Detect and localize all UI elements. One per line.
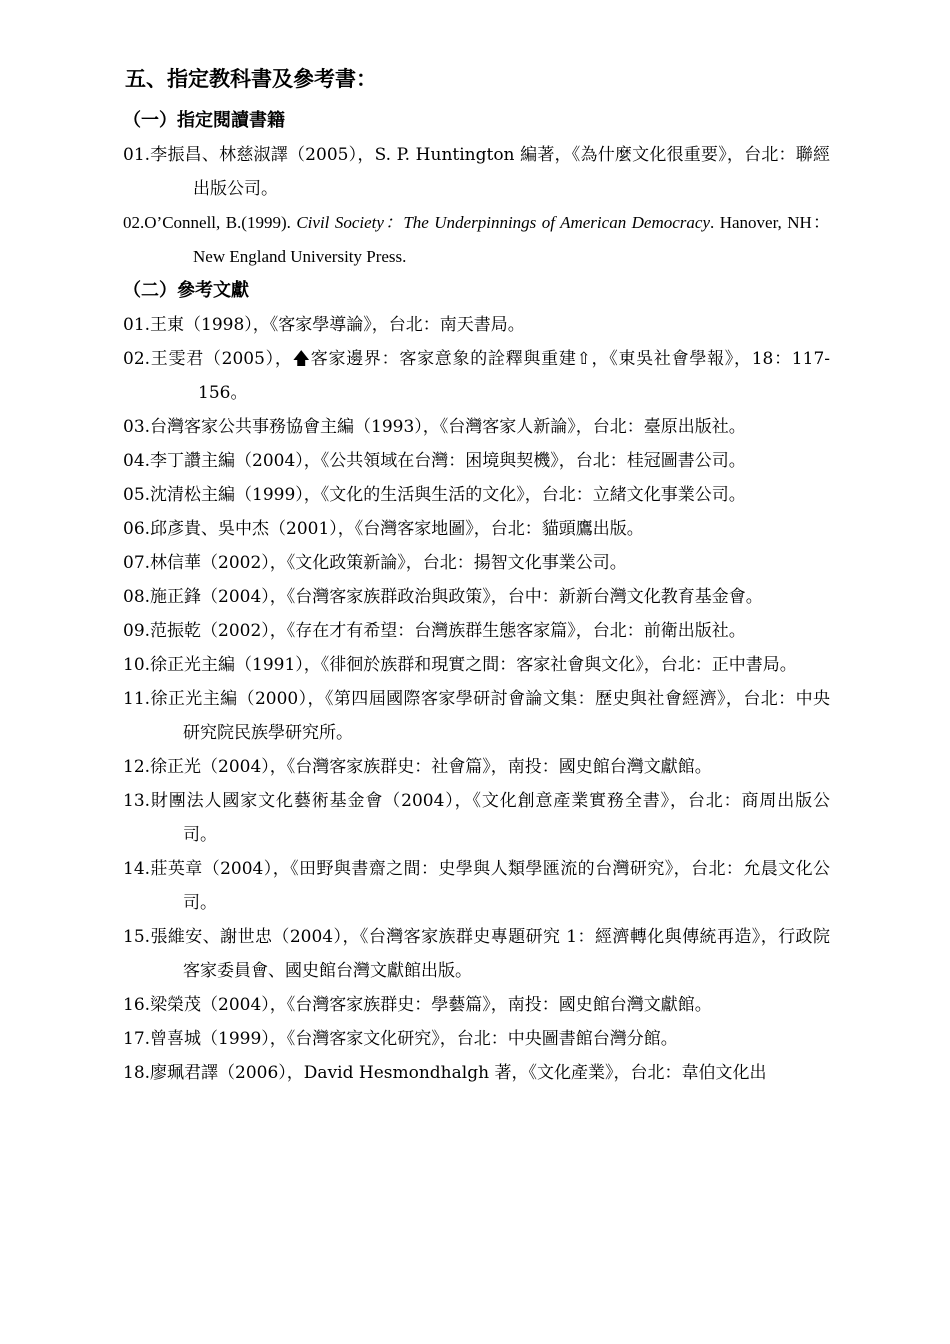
reference-item: 06.邱彥貴、吳中杰（2001），《台灣客家地圖》，台北：貓頭鷹出版。 [123, 519, 644, 539]
document-page [123, 62, 830, 1090]
reference-item: 16.梁榮茂（2004），《台灣客家族群史：學藝篇》，南投：國史館台灣文獻館。 [123, 995, 712, 1015]
reference-item: 10.徐正光主編（1991），《徘徊於族群和現實之間：客家社會與文化》，台北：正中書局。 [123, 655, 797, 675]
reference-item: 02.王雯君（2005），🡅客家邊界：客家意象的詮釋與重建⇧，《東吳社會學報》，18：117-156。 [123, 349, 830, 403]
reference-item: 17.曾喜城（1999），《台灣客家文化研究》，台北：中央圖書館台灣分館。 [123, 1029, 678, 1049]
subsection-title-references: （二）參考文獻 [123, 280, 249, 301]
reference-item: 03.台灣客家公共事務協會主編（1993），《台灣客家人新論》，台北：臺原出版社。 [123, 417, 746, 437]
reference-item: 05.沈清松主編（1999），《文化的生活與生活的文化》，台北：立緒文化事業公司。 [123, 485, 746, 505]
reference-item: 15.張維安、謝世忠（2004），《台灣客家族群史專題研究 1：經濟轉化與傳統再造》，行政院客家委員會、國史館台灣文獻館出版。 [123, 927, 830, 981]
reference-item: 12.徐正光（2004），《台灣客家族群史：社會篇》，南投：國史館台灣文獻館。 [123, 757, 712, 777]
reference-item: 04.李丁讚主編（2004），《公共領域在台灣：困境與契機》，台北：桂冠圖書公司。 [123, 451, 746, 471]
reference-item: 11.徐正光主編（2000），《第四屆國際客家學研討會論文集：歷史與社會經濟》，台北：中央研究院民族學研究所。 [123, 689, 830, 743]
citation-suffix: . Hanover, NH：New England University Press. [193, 213, 831, 266]
subsection-title-required-reading: （一）指定閱讀書籍 [123, 110, 285, 131]
reference-item: 01.王東（1998），《客家學導論》，台北：南天書局。 [123, 315, 525, 335]
reference-item: 08.施正鋒（2004），《台灣客家族群政治與政策》，台中：新新台灣文化教育基金會。 [123, 587, 763, 607]
reference-item: 07.林信華（2002），《文化政策新論》，台北：揚智文化事業公司。 [123, 553, 627, 573]
required-reading-item [123, 206, 830, 274]
required-reading-item: 01.李振昌、林慈淑譯（2005），S. P. Huntington 編著，《為什麼文化很重要》，台北：聯經出版公司。 [123, 145, 830, 199]
reference-item: 09.范振乾（2002），《存在才有希望：台灣族群生態客家篇》，台北：前衛出版社。 [123, 621, 746, 641]
reference-item: 14.莊英章（2004），《田野與書齋之間：史學與人類學匯流的台灣研究》，台北：允晨文化公司。 [123, 859, 830, 913]
section-heading: 五、指定教科書及參考書： [125, 66, 377, 91]
book-title: Civil Society：The Underpinnings of American Democracy [296, 213, 710, 232]
reference-item: 18.廖珮君譯（2006），David Hesmondhalgh 著，《文化產業》，台北：韋伯文化出 [123, 1063, 767, 1083]
citation-prefix: 02.O’Connell, B.(1999). [123, 213, 297, 232]
reference-item: 13.財團法人國家文化藝術基金會（2004），《文化創意產業實務全書》，台北：商周出版公司。 [123, 791, 830, 845]
